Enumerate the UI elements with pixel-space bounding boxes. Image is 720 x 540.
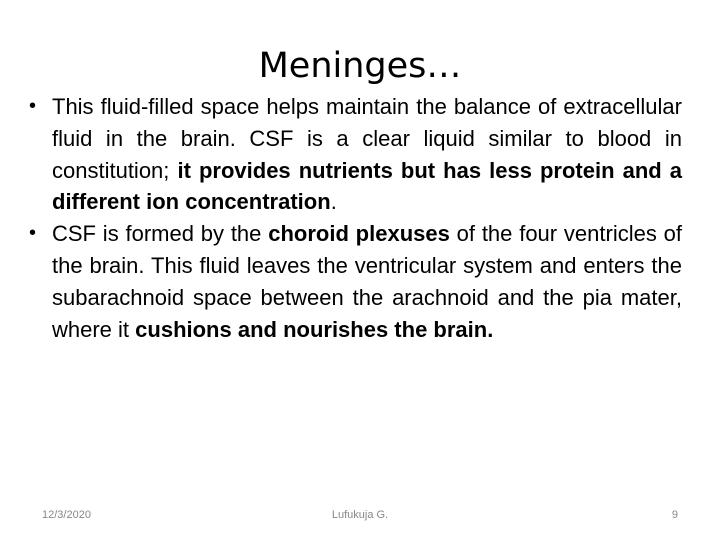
bullet-text-segment: CSF is formed by the	[52, 221, 269, 247]
bullet-text-bold-segment: cushions and nourishes the brain.	[135, 316, 494, 342]
bullet-text-segment: of the four ventricles of the brain. This fluid leaves the ventricular system and enters the subarachnoid space between the arachnoid and the pia mater, where it	[52, 221, 682, 342]
bullet-text-segment: .	[330, 189, 337, 215]
bullet-icon: •	[29, 95, 37, 117]
bullet-list	[28, 91, 682, 345]
footer-page-number: 9	[671, 509, 678, 521]
footer-author: Lufukuja G.	[331, 509, 389, 521]
bullet-icon: •	[29, 222, 37, 245]
bullet-text-bold-segment: choroid plexuses	[268, 221, 450, 247]
bullet-text-bold-segment: it provides nutrients but has less protein and a different ion concentration	[52, 157, 682, 215]
bullet-text-segment: This fluid-filled space helps maintain the balance of extracellular fluid in the brain. CSF is a clear liquid similar to blood in constitution;	[52, 94, 682, 183]
bullet-item	[28, 218, 682, 345]
bullet-item	[28, 91, 682, 218]
slide-title: Meninges…	[258, 46, 462, 86]
footer-date: 12/3/2020	[42, 509, 91, 521]
